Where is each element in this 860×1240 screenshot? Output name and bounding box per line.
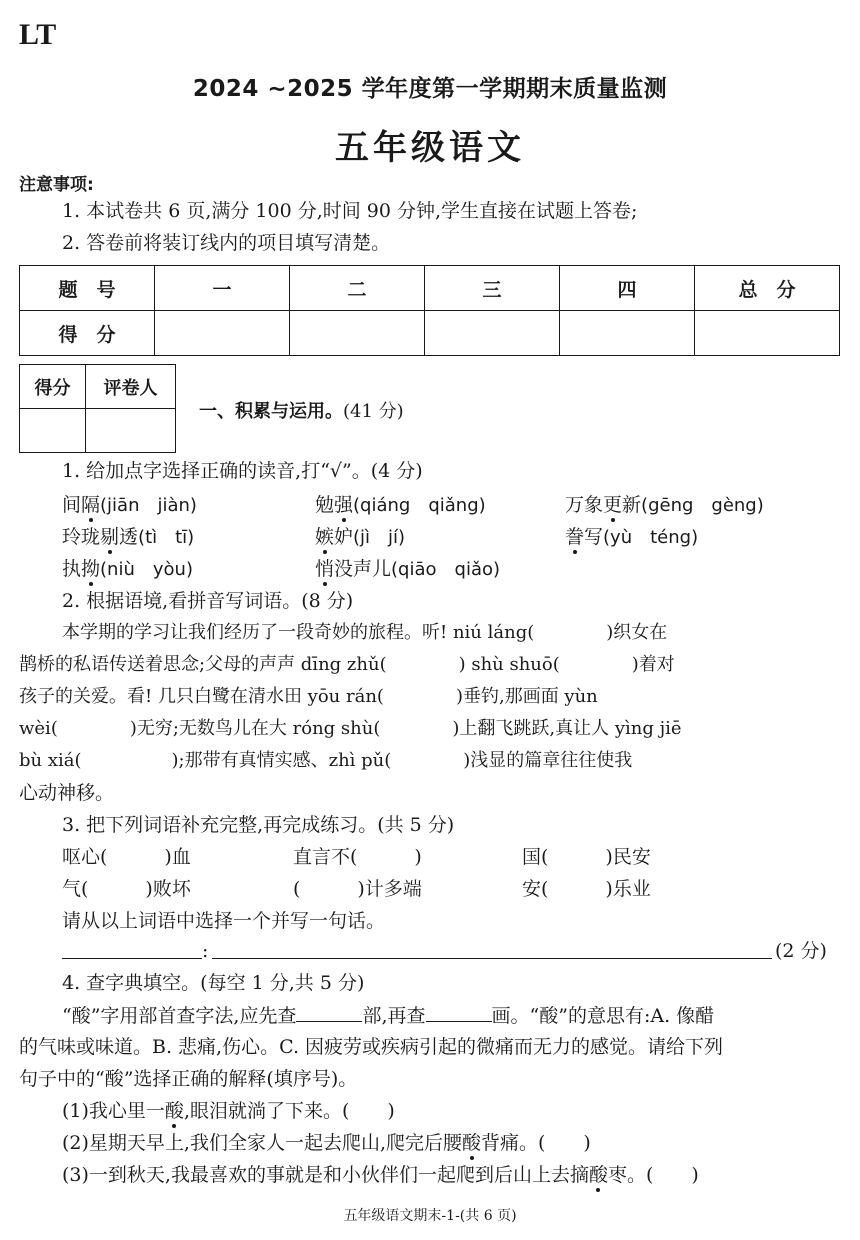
exam-header: 2024 ~2025 学年度第一学期期末质量监测 — [192, 76, 668, 102]
grader-name-label: 评卷人 — [86, 365, 176, 409]
q3-idiom: 气( )败坏 — [62, 878, 191, 900]
section-1-title — [199, 397, 404, 423]
score-cell-2[interactable] — [290, 311, 425, 356]
dotted-char: 剔 — [100, 526, 120, 548]
notice-item-1: 1. 本试卷共 6 页,满分 100 分,时间 90 分钟,学生直接在试题上答卷; — [62, 200, 638, 222]
q3-colon: : — [202, 940, 209, 962]
q4-line-3: 句子中的“酸”选择正确的解释(填序号)。 — [19, 1068, 358, 1090]
grader-score-cell[interactable] — [20, 409, 86, 453]
dotted-char: 更 — [603, 494, 623, 516]
q1-item: 执拗(niù yòu) — [62, 558, 193, 580]
q4-blank-radical[interactable] — [296, 1004, 362, 1022]
q4-blank-strokes[interactable] — [426, 1004, 492, 1022]
score-header-label: 题 号 — [20, 266, 155, 311]
q3-answer-sentence-line[interactable] — [212, 958, 772, 959]
notice-heading: 注意事项: — [19, 175, 94, 195]
score-cell-total[interactable] — [695, 311, 840, 356]
q3-idiom: 国( )民安 — [522, 846, 651, 868]
q4-sentence-1: (1)我心里一酸,眼泪就淌了下来。( ) — [62, 1100, 395, 1122]
q1-item: 勉强(qiáng qiǎng) — [315, 494, 486, 516]
q4-line-1: “酸”字用部首查字法,应先查 部,再查 画。“酸”的意思有:A. 像醋 — [62, 1005, 715, 1027]
q2-line-2: 鹊桥的私语传送着思念;父母的声声 dīng zhǔ( ) shù shuō( )着对 — [19, 654, 675, 675]
grader-score-label: 得分 — [20, 365, 86, 409]
score-cell-1[interactable] — [155, 311, 290, 356]
page-code: LT — [19, 18, 57, 51]
q3-idiom: 安( )乐业 — [522, 878, 651, 900]
q2-line-1: 本学期的学习让我们经历了一段奇妙的旅程。听! niú láng( )织女在 — [62, 622, 668, 643]
dotted-char: 悄 — [315, 558, 335, 580]
grader-box — [19, 364, 176, 453]
score-header-4: 四 — [560, 266, 695, 311]
q1-item: 间隔(jiān jiàn) — [62, 494, 197, 516]
score-header-total: 总 分 — [695, 266, 840, 311]
q2-line-4: wèi( )无穷;无数鸟儿在大 róng shù( )上翻飞跳跃,真让人 yìng jiē — [19, 718, 682, 739]
pinyin-options: (yù téng) — [603, 527, 699, 548]
score-header-1: 一 — [155, 266, 290, 311]
q3-stem: 3. 把下列词语补充完整,再完成练习。(共 5 分) — [62, 814, 455, 836]
q3-instruction: 请从以上词语中选择一个并写一句话。 — [62, 910, 386, 932]
q3-idiom: ( )计多端 — [293, 878, 422, 900]
q4-sentence-3: (3)一到秋天,我最喜欢的事就是和小伙伴们一起爬到后山上去摘酸枣。( ) — [62, 1164, 699, 1186]
grader-name-cell[interactable] — [86, 409, 176, 453]
dotted-char: 酸 — [164, 1100, 184, 1122]
pinyin-options: (tì tī) — [138, 527, 195, 548]
q4-sentence-2: (2)星期天早上,我们全家人一起去爬山,爬完后腰酸背痛。( ) — [62, 1132, 591, 1154]
exam-title: 五年级语文 — [335, 128, 525, 168]
pinyin-options: (qiáng qiǎng) — [353, 495, 486, 516]
dotted-char: 酸 — [462, 1132, 482, 1154]
page-footer: 五年级语文期末-1-(共 6 页) — [343, 1208, 517, 1224]
q3-idiom: 直言不( ) — [293, 846, 422, 868]
dotted-char: 誊 — [565, 526, 585, 548]
score-cell-3[interactable] — [425, 311, 560, 356]
q1-item: 誊写(yù téng) — [565, 526, 699, 548]
pinyin-options: (gēng gèng) — [641, 495, 764, 516]
pinyin-options: (jì jí) — [353, 527, 406, 548]
notice-item-2: 2. 答卷前将装订线内的项目填写清楚。 — [62, 232, 391, 254]
q3-idiom: 呕心( )血 — [62, 846, 191, 868]
dotted-char: 强 — [334, 494, 354, 516]
q1-item: 万象更新(gēng gèng) — [565, 494, 764, 516]
dotted-char: 拗 — [81, 558, 101, 580]
q2-stem: 2. 根据语境,看拼音写词语。(8 分) — [62, 590, 354, 612]
score-header-3: 三 — [425, 266, 560, 311]
dotted-char: 酸 — [588, 1164, 608, 1186]
section-1-label: 一、积累与运用。 — [199, 401, 343, 422]
q3-answer-idiom-line[interactable] — [62, 958, 202, 959]
dotted-char: 嫉 — [315, 526, 335, 548]
q1-item: 玲珑剔透(tì tī) — [62, 526, 195, 548]
pinyin-options: (jiān jiàn) — [100, 495, 197, 516]
pinyin-options: (qiāo qiǎo) — [391, 559, 501, 580]
q3-points: (2 分) — [775, 940, 827, 962]
q4-line-2: 的气味或味道。B. 悲痛,伤心。C. 因疲劳或疾病引起的微痛而无力的感觉。请给下列 — [19, 1036, 724, 1058]
score-header-2: 二 — [290, 266, 425, 311]
q2-line-6: 心动神移。 — [19, 782, 115, 804]
section-1-points: (41 分) — [343, 401, 404, 422]
q1-item: 悄没声儿(qiāo qiǎo) — [315, 558, 501, 580]
q2-line-5: bù xiá( );那带有真情实感、zhì pǔ( )浅显的篇章往往使我 — [19, 750, 633, 771]
score-row-label: 得 分 — [20, 311, 155, 356]
score-cell-4[interactable] — [560, 311, 695, 356]
q1-item: 嫉妒(jì jí) — [315, 526, 406, 548]
q4-stem: 4. 查字典填空。(每空 1 分,共 5 分) — [62, 972, 365, 994]
score-table — [19, 265, 840, 356]
q1-stem: 1. 给加点字选择正确的读音,打“√”。(4 分) — [62, 460, 423, 482]
pinyin-options: (niù yòu) — [100, 559, 193, 580]
dotted-char: 隔 — [81, 494, 101, 516]
q2-line-3: 孩子的关爱。看! 几只白鹭在清水田 yōu rán( )垂钓,那画面 yùn — [19, 686, 598, 707]
